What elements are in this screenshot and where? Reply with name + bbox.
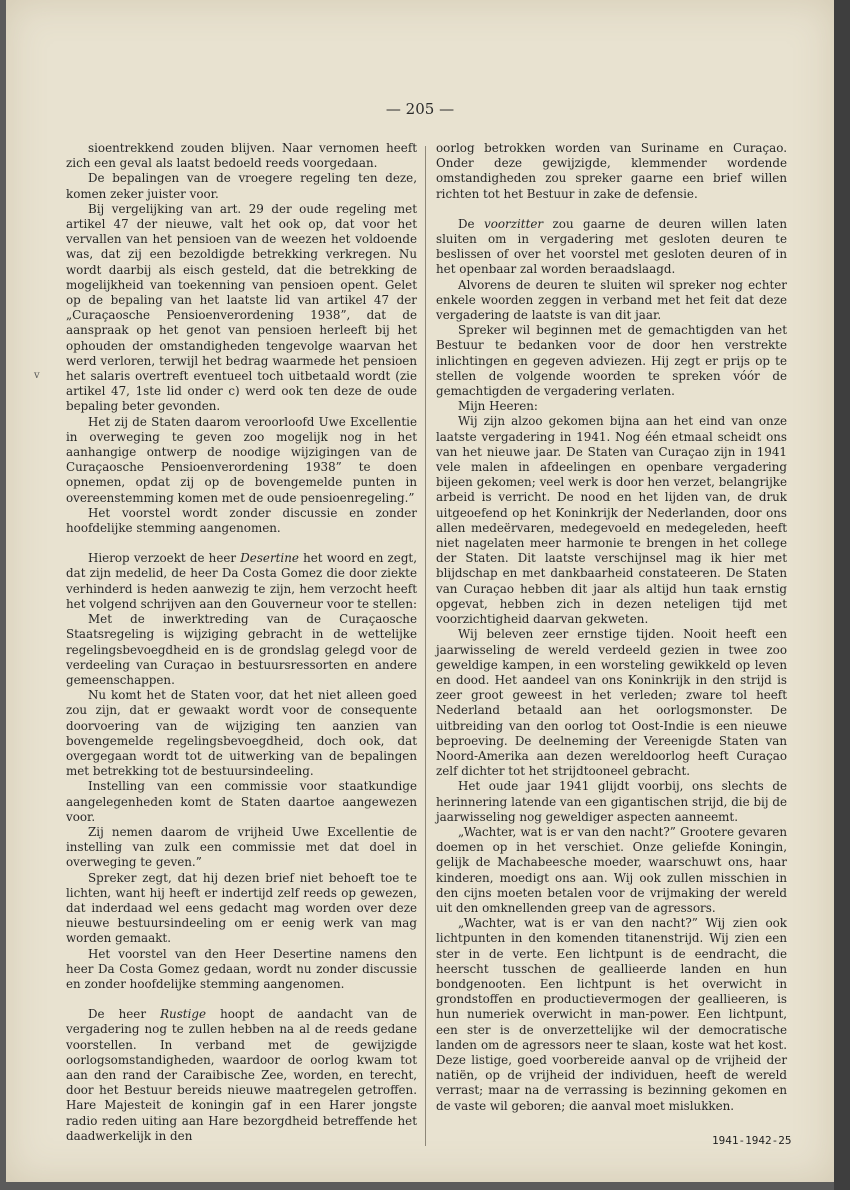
column-divider xyxy=(425,146,426,1146)
paragraph: sioentrekkend zouden blijven. Naar vernomen heeft zich een geval als laatst bedoeld reeds voorgedaan. xyxy=(66,141,417,171)
paragraph: Wij zijn alzoo gekomen bijna aan het eind van onze laatste vergadering in 1941. Nog één etmaal scheidt ons van het nieuwe jaar. De Staten van Curaçao zijn in 1941 vele malen in afdeelingen en openbare vergadering bijeen gekomen; veel werk is door hen verzet, belangrijke arbeid is verricht. De nood en het lijden van, de druk uitgeoefend op het Koninkrijk der Nederlanden, door ons allen medeërvaren, medegevoeld en medegeleden, heeft niet nagelaten meer harmonie te brengen in het college der Staten. Dit laatste verschijnsel mag ik hier met blijdschap en met dankbaarheid constateeren. De Staten van Curaçao hebben dit jaar als altijd hun taak ernstig opgevat, hebben zich in dezen neteligen tijd met voorzichtigheid daarvan gekweten. xyxy=(436,414,787,627)
paragraph: Hierop verzoekt de heer Desertine het woord en zegt, dat zijn medelid, de heer Da Costa Gomez die door ziekte verhinderd is heden aanwezig te zijn, hem verzocht heeft het volgend schrijven aan den Gouverneur voor te stellen: xyxy=(66,551,418,611)
paragraph: „Wachter, wat is er van den nacht?” Wij zien ook lichtpunten in den komenden titanenstrijd. Wij zien een ster in de verte. Een lichtpunt is de eendracht, die heerscht tusschen de geallieerde landen en hun bondgenooten. Een lichtpunt is het overwicht in grondstoffen en productievermogen der geallieeren, is hun numeriek overwicht in man-power. Een lichtpunt, een ster is de onverzettelijke wil der democratische landen om de agressors neer te slaan, koste wat het kost. Deze listige, goed voorbereide aanval op de vrijheid der natiën, op de vrijheid der individuen, heeft de wereld verrast; maar na de verrassing is bezinning gekomen en de vaste wil geboren; die aanval moet mislukken. xyxy=(436,916,787,1113)
paragraph: Nu komt het de Staten voor, dat het niet alleen goed zou zijn, dat er gewaakt wordt voor de consequente doorvoering van de wijziging ten aanzien van bovengemelde regelingsbevoegdheid, doch ook, dat overgegaan wordt tot de uitwerking van de bepalingen met betrekking tot de bestuursindeeling. xyxy=(66,688,417,779)
paragraph: Met de inwerktreding van de Curaçaosche Staatsregeling is wijziging gebracht in de wettelijke regelingsbevoegdheid en is de grondslag gelegd voor de verdeeling van Curaçao in bestuursressorten en andere gemeenschappen. xyxy=(66,612,417,687)
paragraph: Bij vergelijking van art. 29 der oude regeling met artikel 47 der nieuwe, valt het ook op, dat voor het vervallen van het pensioen van de weezen het voldoende was, dat zij een bezoldigde betrekking verkregen. Nu wordt daarbij als eisch gesteld, dat die betrekking de mogelijkheid van toekenning van pensioen opent. Gelet op de bepaling van het laatste lid van artikel 47 der „Curaçaosche Pensioenverordening 1938”, dat de aanspraak op het genot van pensioen herleeft bij het ophouden der omstandigheden tengevolge waarvan het werd verloren, terwijl het bedrag waarmede het pensioen het salaris overtreft eventueel toch uitbetaald wordt (zie artikel 47, 1ste lid onder c) werd ook ten deze de oude bepaling beter gevonden. xyxy=(66,201,417,414)
scan-edge xyxy=(834,0,850,1190)
footer-code: 1941-1942-25 xyxy=(712,1134,792,1147)
paragraph: Instelling van een commissie voor staatkundige aangelegenheden komt de Staten daartoe aangewezen voor. xyxy=(66,779,417,824)
paragraph: Het voorstel van den Heer Desertine namens den heer Da Costa Gomez gedaan, wordt nu zonder discussie en zonder hoofdelijke stemming aangenomen. xyxy=(66,946,417,991)
paragraph: oorlog betrokken worden van Suriname en Curaçao. Onder deze gewijzigde, klemmender wordende omstandigheden zou spreker gaarne een brief willen richten tot het Bestuur in zake de defensie. xyxy=(436,141,787,201)
right-column xyxy=(436,141,787,1114)
paragraph: Spreker zegt, dat hij dezen brief niet behoeft toe te lichten, want hij heeft er indertijd zelf reeds op gewezen, dat inderdaad wel eens gedacht mag worden over deze nieuwe bestuursindeeling om er eenig werk van mag worden gemaakt. xyxy=(66,870,417,946)
paragraph: Mijn Heeren: xyxy=(458,399,538,414)
document-page xyxy=(6,0,834,1182)
paragraph: Het oude jaar 1941 glijdt voorbij, ons slechts de herinnering latende van een gigantischen strijd, die bij de jaarwisseling nog geweldiger aspecten aanneemt. xyxy=(436,779,787,824)
paragraph: Spreker wil beginnen met de gemachtigden van het Bestuur te bedanken voor de door hen verstrekte inlichtingen en gegeven adviezen. Hij zegt er prijs op te stellen de volgende woorden te spreken vóór de gemachtigden de vergadering verlaten. xyxy=(436,323,787,399)
paragraph: Wij beleven zeer ernstige tijden. Nooit heeft een jaarwisseling de wereld verdeeld gezien in twee zoo geweldige kampen, in een worsteling gewikkeld op leven en dood. Het aandeel van ons Koninkrijk in den strijd is zeer groot geweest in het verleden; zware tol heeft Nederland betaald aan het oorlogsmonster. De uitbreiding van den oorlog tot Oost-Indie is een nieuwe beproeving. De deelneming der Vereenigde Staten van Noord-Amerika aan dezen wereldoorlog heeft Curaçao zelf dichter tot het strijdtooneel gebracht. xyxy=(436,627,787,779)
paragraph: Zij nemen daarom de vrijheid Uwe Excellentie de instelling van zulk een commissie met dat doel in overweging te geven.” xyxy=(66,824,417,870)
paragraph: Het voorstel wordt zonder discussie en zonder hoofdelijke stemming aangenomen. xyxy=(66,505,417,536)
page-number: — 205 — xyxy=(385,100,455,118)
paragraph: Alvorens de deuren te sluiten wil spreker nog echter enkele woorden zeggen in verband met het feit dat deze vergadering de laatste is van dit jaar. xyxy=(436,277,787,323)
margin-mark: v xyxy=(34,370,40,381)
paragraph: „Wachter, wat is er van den nacht?” Grootere gevaren doemen op in het verschiet. Onze geliefde Koningin, gelijk de Machabeesche moeder, waarschuwt ons, haar kinderen, moedigt ons aan. Wij ook zullen misschien in den cijns moeten betalen voor de vrijmaking der wereld uit den omknellenden greep van de agressors. xyxy=(436,824,787,915)
paragraph: De voorzitter zou gaarne de deuren willen laten sluiten om in vergadering met gesloten deuren te beslissen of over het voorstel met gesloten deuren of in het openbaar zal worden beraadslaagd. xyxy=(436,216,787,277)
paragraph: De bepalingen van de vroegere regeling ten deze, komen zeker juister voor. xyxy=(66,171,417,201)
paragraph: De heer Rustige hoopt de aandacht van de vergadering nog te zullen hebben na al de reeds gedane voorstellen. In verband met de gewijzigde oorlogsomstandigheden, waardoor de oorlog kwam tot aan den rand der Caraibische Zee, worden, en terecht, door het Bestuur bereids nieuwe maatregelen getroffen. Hare Majesteit de koningin gaf in een Harer jongste radio reden uiting aan Hare bezorgdheid betreffende het daadwerkelijk in den xyxy=(66,1007,417,1143)
paragraph: Het zij de Staten daarom veroorloofd Uwe Excellentie in overweging te geven zoo mogelijk nog in het aanhangige ontwerp de noodige wijzigingen van de Curaçaosche Pensioenverordening 1938” te doen opnemen, opdat zij op de bovengemelde punten in overeenstemming komen met de oude pensioenregeling.” xyxy=(66,414,417,505)
left-column xyxy=(66,141,417,1144)
